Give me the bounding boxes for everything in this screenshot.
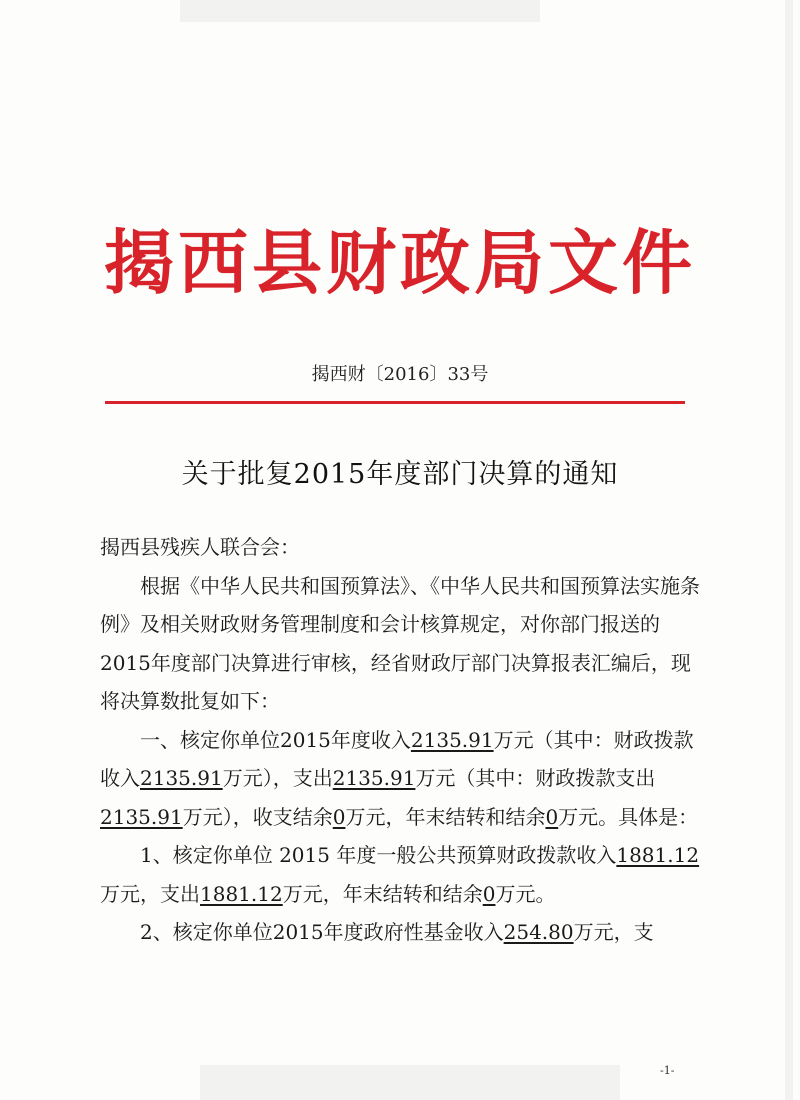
general-budget-income-value: 1881.12 <box>616 843 700 867</box>
text-segment: 万元。 <box>495 881 556 906</box>
text-segment: 万元（其中：财政拨款支出 <box>415 766 656 790</box>
header-divider <box>105 401 685 404</box>
text-segment: 万元，年末结转和结余 <box>345 804 546 829</box>
approval-paragraph-2 <box>100 836 705 913</box>
scan-artifact <box>785 0 793 1100</box>
text-segment: 万元，支出 <box>100 881 200 906</box>
text-segment: 万元），支出 <box>222 766 333 790</box>
salutation: 揭西县残疾人联合会： <box>100 535 300 559</box>
text-segment: 2、核定你单位2015年度政府性基金收入 <box>140 920 504 944</box>
general-budget-expenditure-value: 1881.12 <box>200 881 283 906</box>
carryover-value: 0 <box>545 804 559 829</box>
text-segment: 万元。具体是： <box>558 804 699 829</box>
document-number: 揭西财〔2016〕33号 <box>311 364 489 385</box>
scan-artifact <box>200 1065 620 1100</box>
fiscal-allocation-income-value: 2135.91 <box>140 766 223 790</box>
text-segment: 万元，年末结转和结余 <box>282 881 483 906</box>
text-segment: 万元（其中：财政拨款收入 <box>100 727 694 790</box>
approval-paragraph-3 <box>100 913 705 952</box>
agency-header-title: 揭西县财政局文件 <box>104 221 696 304</box>
government-fund-income-value: 254.80 <box>503 920 574 944</box>
text-segment: 一、核定你单位2015年度收入 <box>140 727 411 752</box>
text-segment: 万元），收支结余 <box>182 804 333 829</box>
expenditure-total-value: 2135.91 <box>332 766 416 790</box>
notice-body <box>100 528 705 952</box>
approval-paragraph-1 <box>100 721 705 837</box>
scan-artifact <box>180 0 540 22</box>
fiscal-allocation-expenditure-value: 2135.91 <box>100 804 183 829</box>
general-budget-carryover-value: 0 <box>482 881 496 906</box>
notice-title: 关于批复2015年度部门决算的通知 <box>181 459 619 490</box>
balance-value: 0 <box>332 804 346 829</box>
text-segment: 万元，支 <box>573 920 654 944</box>
text-segment: 1、核定你单位 2015 年度一般公共预算财政拨款收入 <box>140 843 617 867</box>
income-total-value: 2135.91 <box>410 727 494 752</box>
intro-paragraph: 根据《中华人民共和国预算法》、《中华人民共和国预算法实施条例》及相关财政财务管理制度和会计核算规定，对你部门报送的2015年度部门决算进行审核，经省财政厅部门决算报表汇编后，现将决算数批复如下： <box>100 573 700 713</box>
page-number: -1- <box>660 1064 675 1077</box>
